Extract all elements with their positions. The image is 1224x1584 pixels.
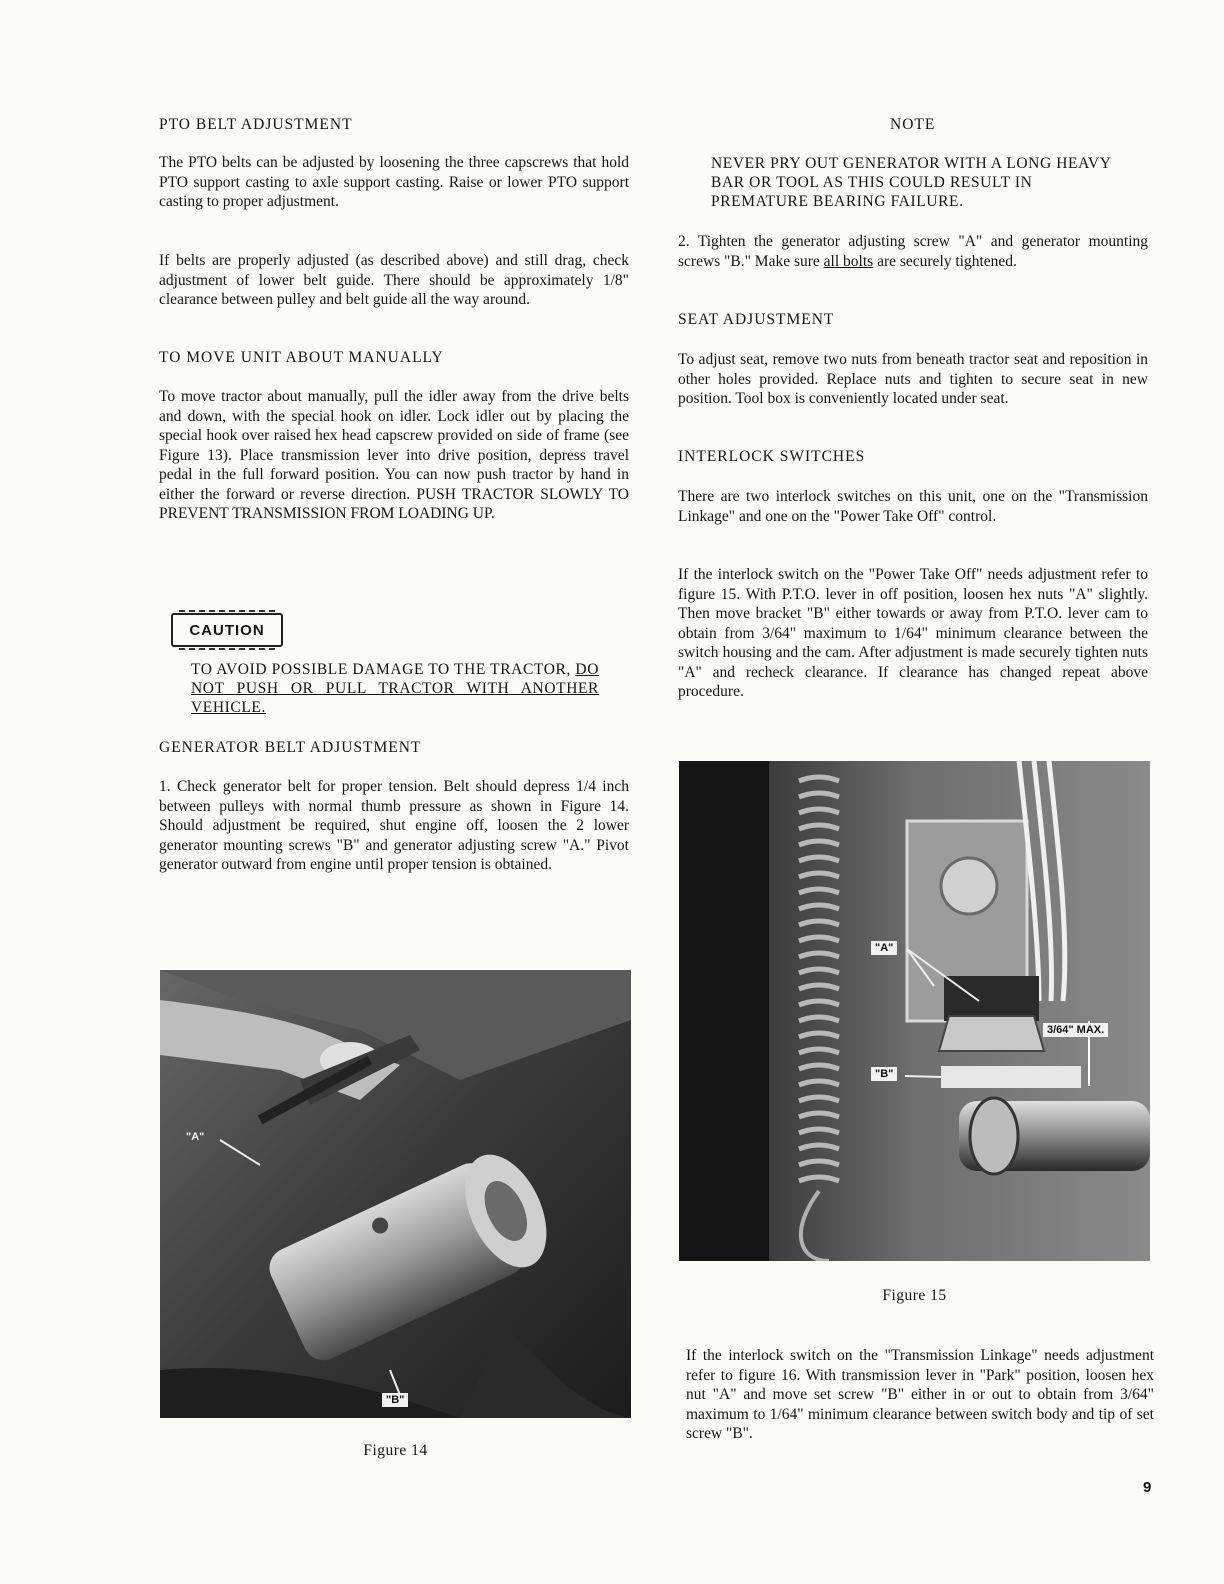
caution-text [191,660,599,717]
caution-label: CAUTION [171,613,283,647]
note-heading: NOTE [890,116,936,133]
generator-belt-heading: GENERATOR BELT ADJUSTMENT [159,739,422,756]
figure-15-caption: Figure 15 [882,1287,947,1304]
generator-belt-paragraph-2 [678,232,1148,271]
seat-adjustment-paragraph: To adjust seat, remove two nuts from beneath tractor seat and reposition in other holes provided. Replace nuts and tighten to secure seat in new position. Tool box is conveniently located under seat. [678,351,1148,407]
move-unit-paragraph: To move tractor about manually, pull the idler away from the drive belts and down, with the special hook on idler. Lock idler out by placing the special hook over raised hex head capscrew provided on side of frame (see Figure 13). Place transmission lever into drive position, depress travel pedal in the full forward position. You can now push tractor by hand in either the forward or reverse direction. PUSH TRACTOR SLOWLY TO PREVENT TRANSMISSION FROM LOADING UP. [159,388,629,522]
figure-15-label-a: "A" [871,941,897,955]
pto-belt-paragraph-2: If belts are properly adjusted (as described above) and still drag, check adjustment of lower belt guide. There should be approximately 1/8" clearance between pulley and belt guide all the way around. [159,252,629,308]
generator-belt-p2-end: are securely tightened. [873,252,1017,270]
generator-belt-p2-start: 2. Tighten the generator adjusting screw "A" and generator mounting screws "B." Make sure [678,233,1148,270]
generator-belt-p2-underlined: all bolts [823,252,874,270]
figure-15-label-b: "B" [871,1067,897,1081]
caution-text-part-1: TO AVOID POSSIBLE DAMAGE TO THE TRACTOR, [191,661,576,678]
figure-15-photo [679,761,1150,1261]
figure-14-label-a: "A" [186,1131,205,1143]
page-number: 9 [1143,1479,1152,1496]
figure-14-caption: Figure 14 [363,1442,428,1459]
note-text: NEVER PRY OUT GENERATOR WITH A LONG HEAVY BAR OR TOOL AS THIS COULD RESULT IN PREMATURE BEARING FAILURE. [711,155,1111,210]
pto-belt-paragraph-1: The PTO belts can be adjusted by loosening the three capscrews that hold PTO support casting to axle support casting. Raise or lower PTO support casting to proper adjustment. [159,154,629,210]
interlock-paragraph-3: If the interlock switch on the "Transmission Linkage" needs adjustment refer to figure 16. With transmission lever in "Park" position, loosen hex nut "A" and move set screw "B" either in or out to obtain from 3/64" maximum to 1/64" minimum clearance between switch body and tip of set screw "B". [686,1347,1154,1442]
figure-15-label-max: 3/64" MAX. [1043,1023,1108,1037]
figure-14-label-b: "B" [382,1393,408,1407]
interlock-switches-heading: INTERLOCK SWITCHES [678,448,866,465]
figure-14-photo [160,940,631,1418]
caution-text-part-2: DO NOT PUSH OR PULL TRACTOR WITH ANOTHER VEHICLE. [191,661,599,716]
interlock-paragraph-2: If the interlock switch on the "Power Take Off" needs adjustment refer to figure 15. With P.T.O. lever in off position, loosen hex nuts "A" slightly. Then move bracket "B" either towards or away from P.T.O. lever cam to obtain from 3/64" maximum to 1/64" minimum clearance between the switch housing and the cam. After adjustment is made securely tighten nuts "A" and recheck clearance. If clearance has changed repeat above procedure. [678,566,1148,700]
interlock-paragraph-1: There are two interlock switches on this unit, one on the "Transmission Linkage" and one on the "Power Take Off" control. [678,488,1148,525]
pto-belt-adjustment-heading: PTO BELT ADJUSTMENT [159,116,353,133]
seat-adjustment-heading: SEAT ADJUSTMENT [678,311,835,328]
generator-belt-paragraph-1: 1. Check generator belt for proper tension. Belt should depress 1/4 inch between pulleys with normal thumb pressure as shown in Figure 14. Should adjustment be required, shut engine off, loosen the 2 lower generator mounting screws "B" and generator adjusting screw "A." Pivot generator outward from engine until proper tension is obtained. [159,778,629,873]
move-unit-heading: TO MOVE UNIT ABOUT MANUALLY [159,349,444,366]
